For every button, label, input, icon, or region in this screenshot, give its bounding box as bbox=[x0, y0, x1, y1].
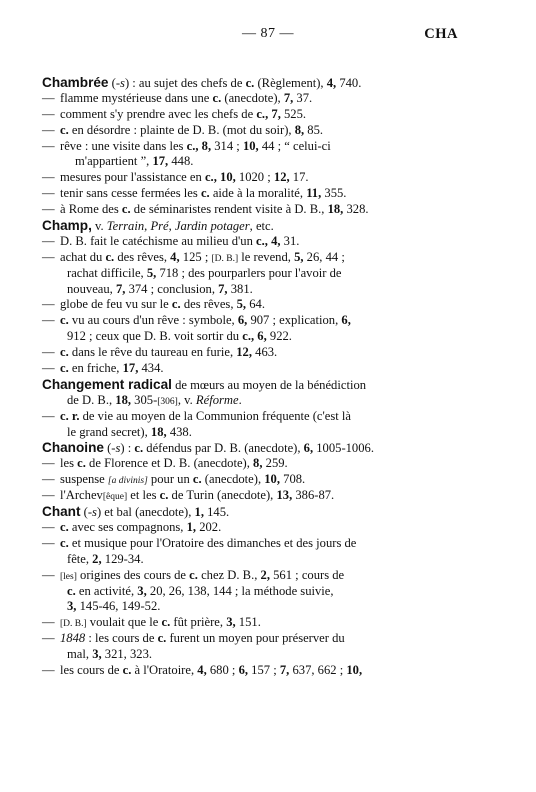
entry-line: m'appartient ”, 17, 448. bbox=[75, 154, 194, 169]
entry-line: 912 ; ceux que D. B. voit sortir du c., 6, 922. bbox=[67, 329, 292, 344]
entry-line: — [les] origines des cours de c. chez D. B., 2, 561 ; cours de bbox=[42, 567, 345, 582]
entry-line: — mesures pour l'assistance en c., 10, 1020 ; 12, 17. bbox=[42, 170, 309, 185]
entry-line: — les c. de Florence et D. B. (anecdote), 8, 259. bbox=[42, 456, 288, 471]
page-number: — 87 — bbox=[242, 26, 294, 41]
entry-line: — 1848 : les cours de c. furent un moyen pour préserver du bbox=[42, 631, 345, 646]
entry-line: nouveau, 7, 374 ; conclusion, 7, 381. bbox=[67, 281, 253, 296]
entry-line: — suspense [a divinis] pour un c. (anecdote), 10, 708. bbox=[42, 472, 306, 487]
entry-line: — c. dans le rêve du taureau en furie, 12, 463. bbox=[42, 345, 278, 360]
entry-line: — comment s'y prendre avec les chefs de c., 7, 525. bbox=[42, 106, 307, 121]
entry-line: fête, 2, 129-34. bbox=[67, 551, 144, 566]
entry-line: — flamme mystérieuse dans une c. (anecdote), 7, 37. bbox=[42, 90, 313, 105]
entry-line: — à Rome des c. de séminaristes rendent visite à D. B., 18, 328. bbox=[42, 202, 369, 217]
entry-line: — tenir sans cesse fermées les c. aide à la moralité, 11, 355. bbox=[42, 186, 347, 201]
entry-line: — [D. B.] voulait que le c. fût prière, 3, 151. bbox=[42, 615, 261, 630]
entry-line: Changement radical de mœurs au moyen de la bénédiction bbox=[42, 376, 367, 392]
entry-line: — D. B. fait le catéchisme au milieu d'un c., 4, 31. bbox=[42, 233, 300, 248]
entry-line: de D. B., 18, 305-[306], v. Réforme. bbox=[67, 392, 242, 407]
entry-line: — c. en désordre : plainte de D. B. (mot du soir), 8, 85. bbox=[42, 122, 324, 137]
entry-line: — rêve : une visite dans les c., 8, 314 ; 10, 44 ; “ celui-ci bbox=[42, 138, 331, 153]
entry-line: le grand secret), 18, 438. bbox=[67, 424, 192, 439]
entry-line: Chambrée (-s) : au sujet des chefs de c. (Règlement), 4, 740. bbox=[42, 75, 362, 90]
entry-line: — globe de feu vu sur le c. des rêves, 5, 64. bbox=[42, 297, 265, 312]
entry-line: — c. avec ses compagnons, 1, 202. bbox=[42, 519, 222, 534]
entry-line: — achat du c. des rêves, 4, 125 ; [D. B.] le revend, 5, 26, 44 ; bbox=[42, 249, 345, 264]
entry-line: rachat difficile, 5, 718 ; des pourparlers pour l'avoir de bbox=[67, 265, 342, 280]
entry-line: — c. vu au cours d'un rêve : symbole, 6, 907 ; explication, 6, bbox=[42, 313, 351, 328]
index-entries bbox=[42, 75, 472, 679]
section-code: CHA bbox=[424, 26, 458, 42]
entry-line: Champ, v. Terrain, Pré, Jardin potager, etc. bbox=[42, 218, 274, 234]
entry-line: 3, 145-46, 149-52. bbox=[67, 599, 161, 614]
entry-line: — l'Archev[êque] et les c. de Turin (anecdote), 13, 386-87. bbox=[42, 488, 335, 503]
entry-line: — c. r. de vie au moyen de la Communion fréquente (c'est là bbox=[42, 408, 352, 423]
entry-line: c. en activité, 3, 20, 26, 138, 144 ; la méthode suivie, bbox=[67, 583, 334, 598]
entry-line: — c. et musique pour l'Oratoire des dimanches et des jours de bbox=[42, 535, 357, 550]
entry-line: mal, 3, 321, 323. bbox=[67, 647, 153, 662]
entry-line: Chant (-s) et bal (anecdote), 1, 145. bbox=[42, 504, 230, 520]
entry-line: — c. en friche, 17, 434. bbox=[42, 361, 164, 376]
entry-line: — les cours de c. à l'Oratoire, 4, 680 ; 6, 157 ; 7, 637, 662 ; 10, bbox=[42, 662, 363, 677]
entry-line: Chanoine (-s) : c. défendus par D. B. (anecdote), 6, 1005-1006. bbox=[42, 440, 374, 456]
